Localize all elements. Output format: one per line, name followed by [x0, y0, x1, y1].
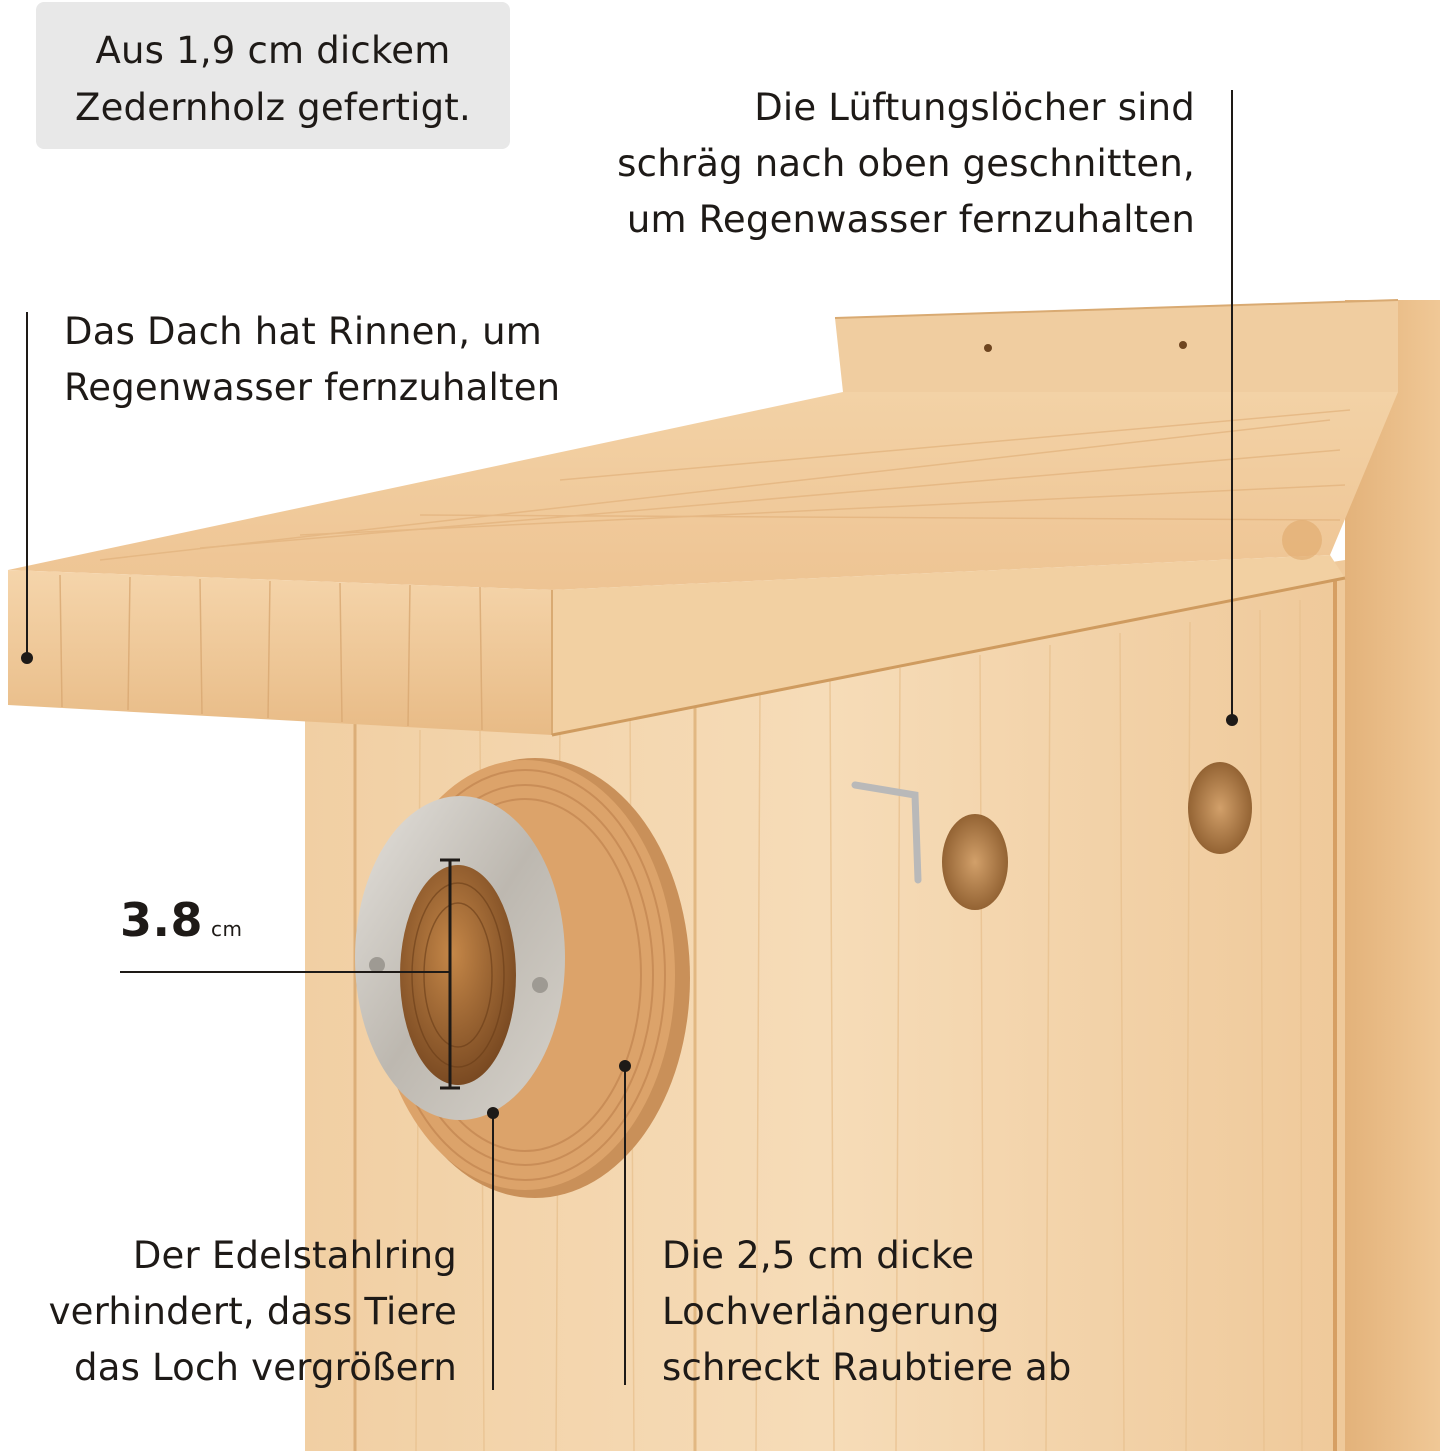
hole-diameter-value: 3.8	[120, 893, 203, 947]
extension-line-2: Lochverlängerung	[662, 1290, 1000, 1333]
screw-right	[532, 977, 548, 993]
vents-callout	[560, 80, 1195, 248]
badge-line-1: Aus 1,9 cm dickem	[95, 29, 451, 72]
vent-hole-left	[942, 814, 1008, 910]
entrance-hole	[400, 865, 516, 1085]
vents-line-2: schräg nach oben geschnitten,	[617, 142, 1195, 185]
ring-callout	[20, 1228, 457, 1396]
extension-callout	[662, 1228, 1072, 1396]
ring-line-3: das Loch vergrößern	[74, 1346, 457, 1389]
extension-line-3: schreckt Raubtiere ab	[662, 1346, 1072, 1389]
screw-left	[369, 957, 385, 973]
hole-diameter-label	[120, 893, 242, 947]
extension-line-1: Die 2,5 cm dicke	[662, 1234, 975, 1277]
back-board	[835, 300, 1398, 392]
vents-line-3: um Regenwasser fernzuhalten	[626, 198, 1195, 241]
ring-line-1: Der Edelstahlring	[132, 1234, 457, 1277]
material-badge-text	[36, 22, 510, 136]
badge-line-2: Zedernholz gefertigt.	[75, 86, 471, 129]
vents-line-1: Die Lüftungslöcher sind	[754, 86, 1195, 129]
hole-diameter-unit: cm	[211, 917, 243, 941]
ring-line-2: verhindert, dass Tiere	[48, 1290, 457, 1333]
vent-hole-right	[1188, 762, 1252, 854]
roof-front-edge	[8, 570, 552, 735]
roof-line-1: Das Dach hat Rinnen, um	[64, 310, 543, 353]
roof-line-2: Regenwasser fernzuhalten	[64, 366, 561, 409]
roof-callout	[64, 304, 560, 416]
